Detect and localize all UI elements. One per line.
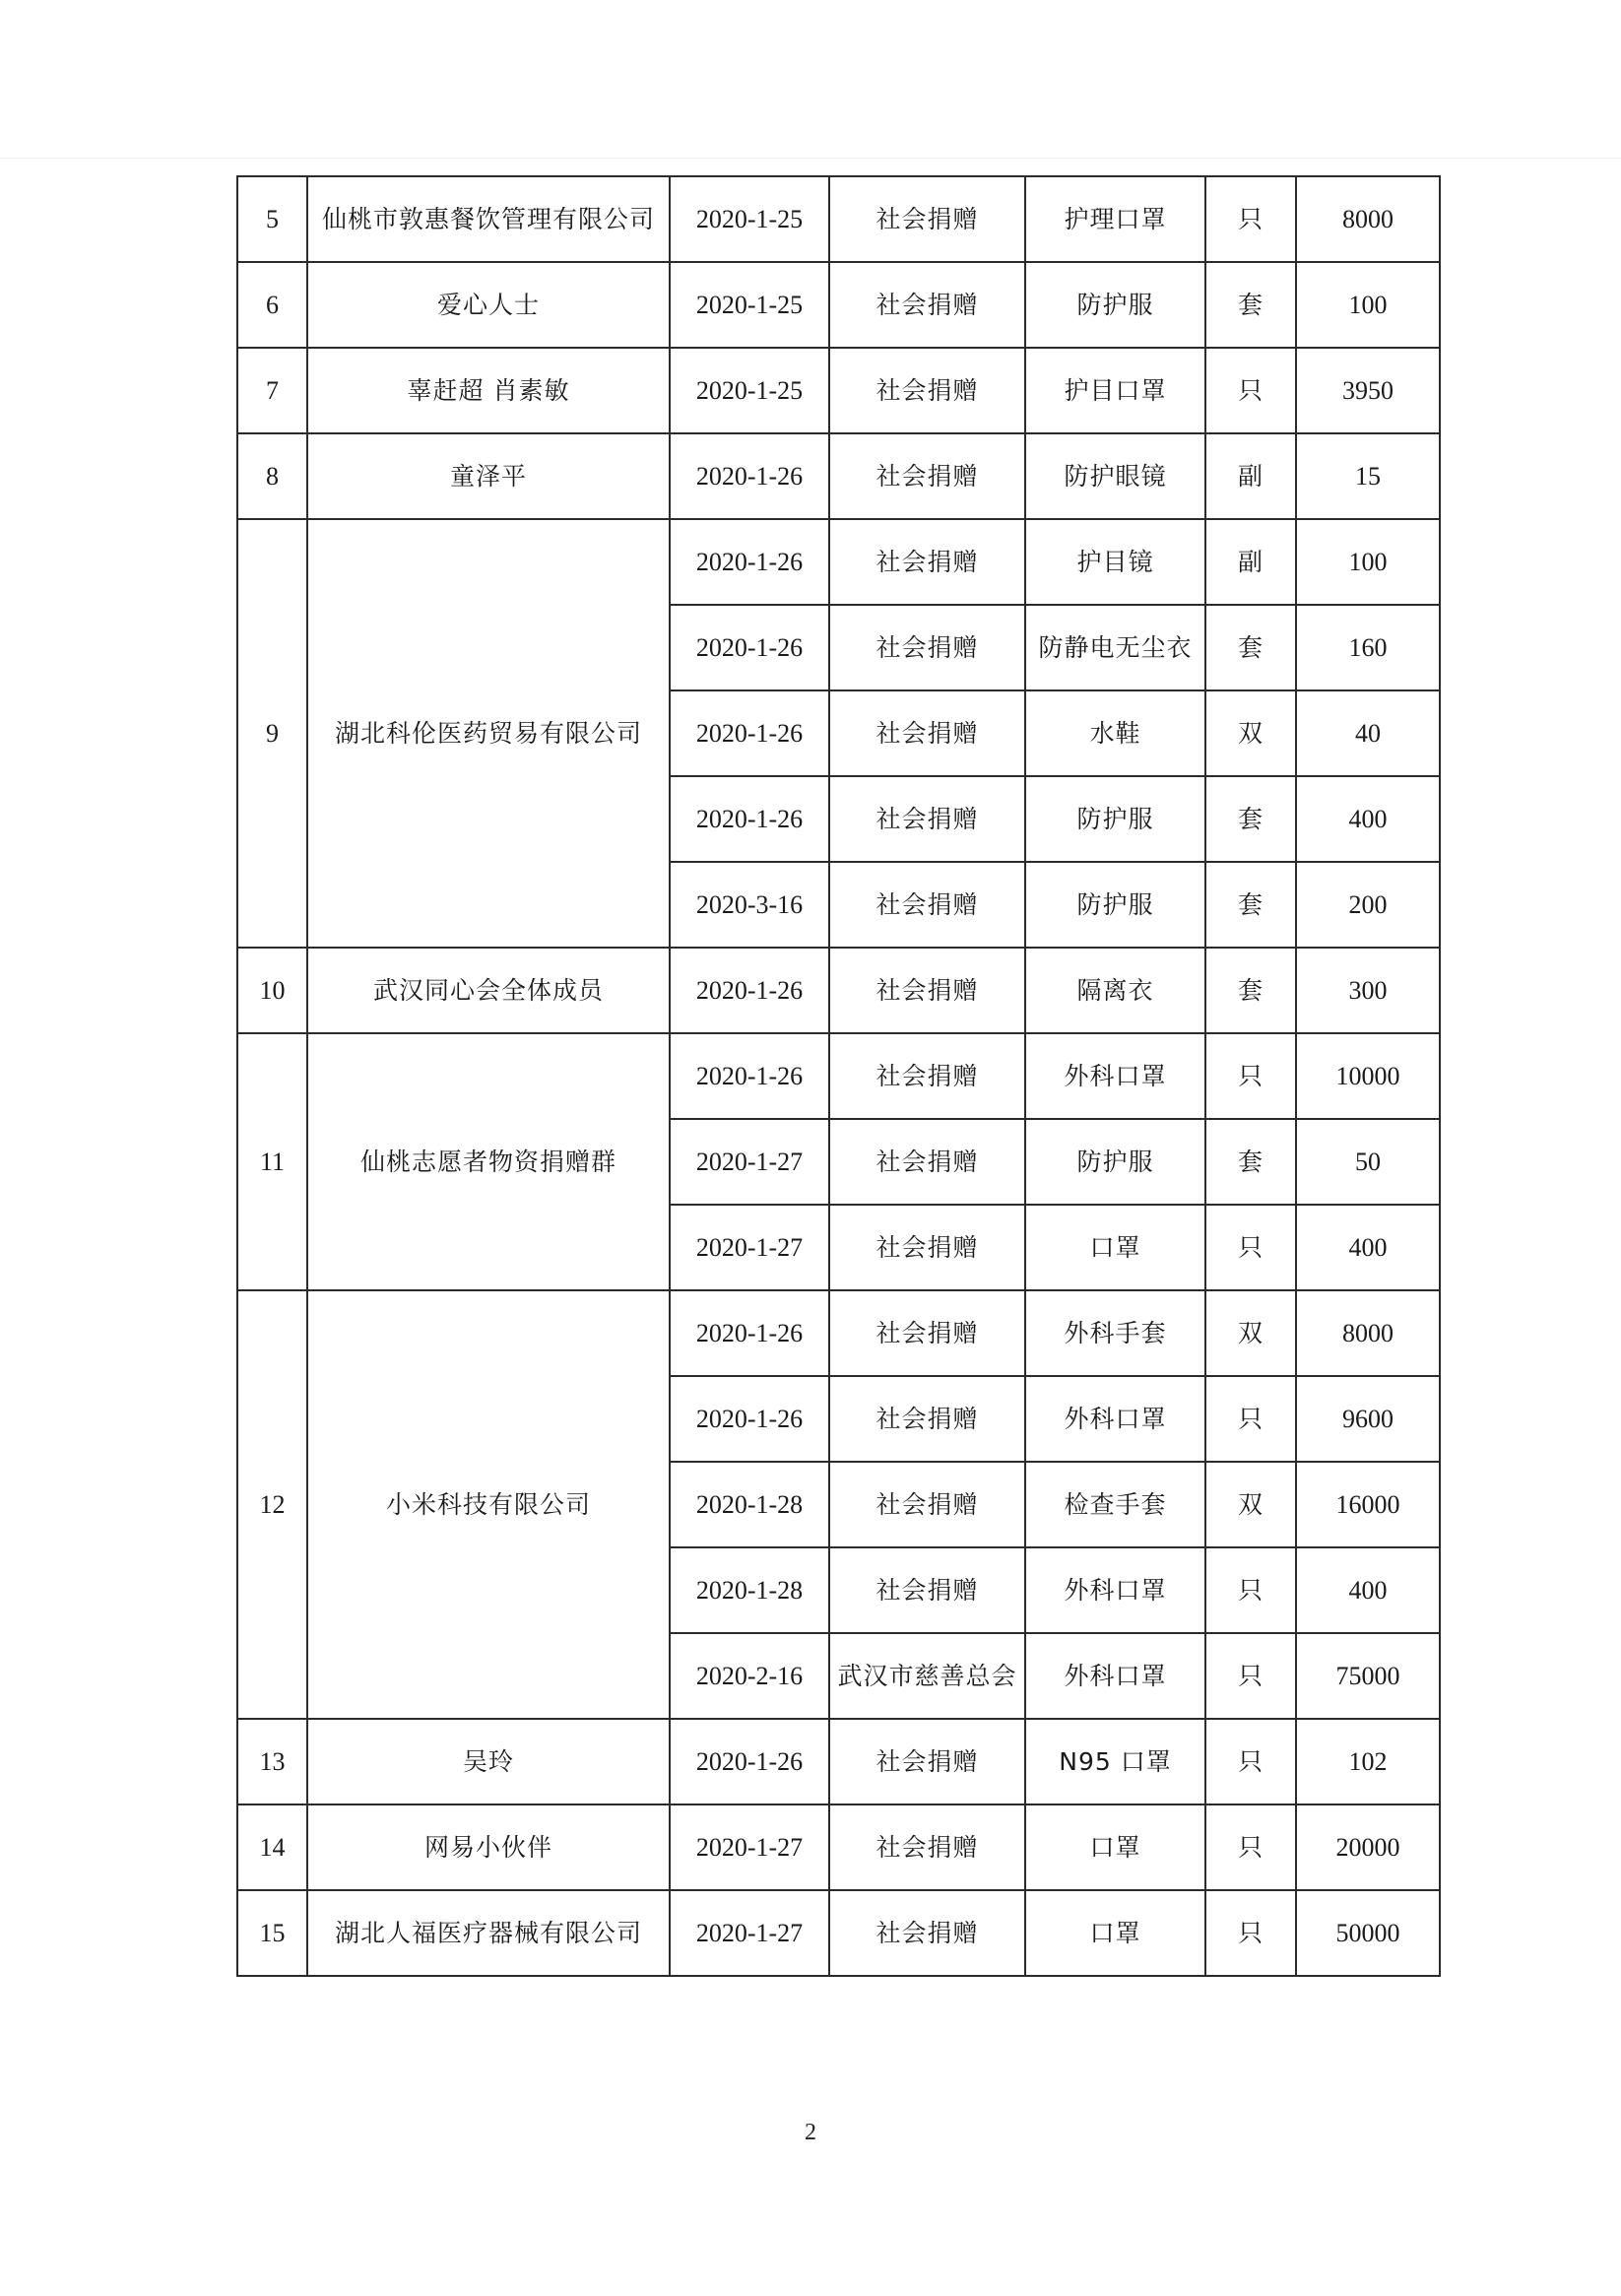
donation-date: 2020-1-27 <box>670 1804 829 1890</box>
donated-item: 隔离衣 <box>1025 948 1205 1033</box>
item-quantity: 400 <box>1296 1205 1440 1290</box>
donor-name: 武汉同心会全体成员 <box>307 948 670 1033</box>
table-row <box>237 433 1440 519</box>
donation-date: 2020-1-28 <box>670 1547 829 1633</box>
donation-channel: 社会捐赠 <box>829 862 1025 948</box>
donation-channel: 社会捐赠 <box>829 690 1025 776</box>
item-unit: 副 <box>1205 519 1296 605</box>
table-row <box>237 519 1440 605</box>
donor-name: 湖北科伦医药贸易有限公司 <box>307 519 670 948</box>
item-quantity: 16000 <box>1296 1462 1440 1547</box>
donation-date: 2020-1-27 <box>670 1890 829 1976</box>
donated-item: 防护服 <box>1025 262 1205 348</box>
donation-channel: 社会捐赠 <box>829 1804 1025 1890</box>
donation-channel: 社会捐赠 <box>829 519 1025 605</box>
item-unit: 套 <box>1205 948 1296 1033</box>
item-quantity: 400 <box>1296 776 1440 862</box>
item-quantity: 300 <box>1296 948 1440 1033</box>
donation-channel: 社会捐赠 <box>829 605 1025 690</box>
page-top-line <box>0 158 1621 159</box>
item-quantity: 8000 <box>1296 1290 1440 1376</box>
table-row <box>237 348 1440 433</box>
donated-item: 口罩 <box>1025 1890 1205 1976</box>
donation-channel: 社会捐赠 <box>829 348 1025 433</box>
item-unit: 只 <box>1205 1804 1296 1890</box>
donor-name: 仙桃市敦惠餐饮管理有限公司 <box>307 176 670 262</box>
table-row <box>237 1290 1440 1376</box>
item-unit: 双 <box>1205 1290 1296 1376</box>
item-quantity: 15 <box>1296 433 1440 519</box>
item-quantity: 20000 <box>1296 1804 1440 1890</box>
donated-item: 护目镜 <box>1025 519 1205 605</box>
donation-date: 2020-3-16 <box>670 862 829 948</box>
donation-date: 2020-1-26 <box>670 605 829 690</box>
donation-date: 2020-1-26 <box>670 1719 829 1804</box>
item-quantity: 75000 <box>1296 1633 1440 1719</box>
item-unit: 只 <box>1205 348 1296 433</box>
item-unit: 套 <box>1205 776 1296 862</box>
donated-item: 防护服 <box>1025 1119 1205 1205</box>
item-quantity: 50 <box>1296 1119 1440 1205</box>
donation-channel: 社会捐赠 <box>829 1890 1025 1976</box>
table-body <box>237 176 1440 1976</box>
donated-item: 外科手套 <box>1025 1290 1205 1376</box>
donated-item: 防护服 <box>1025 862 1205 948</box>
donated-item: 护目口罩 <box>1025 348 1205 433</box>
item-unit: 套 <box>1205 862 1296 948</box>
donation-date: 2020-1-27 <box>670 1205 829 1290</box>
donation-date: 2020-1-26 <box>670 1033 829 1119</box>
donated-item: 口罩 <box>1025 1804 1205 1890</box>
entry-number: 13 <box>237 1719 307 1804</box>
donation-date: 2020-1-26 <box>670 776 829 862</box>
entry-number: 8 <box>237 433 307 519</box>
table-row <box>237 948 1440 1033</box>
donated-item: 口罩 <box>1025 1205 1205 1290</box>
donor-name: 仙桃志愿者物资捐赠群 <box>307 1033 670 1290</box>
donor-name: 网易小伙伴 <box>307 1804 670 1890</box>
donation-table <box>236 175 1441 1977</box>
donor-name: 童泽平 <box>307 433 670 519</box>
entry-number: 9 <box>237 519 307 948</box>
table-row <box>237 176 1440 262</box>
item-quantity: 102 <box>1296 1719 1440 1804</box>
donated-item: 水鞋 <box>1025 690 1205 776</box>
item-unit: 双 <box>1205 1462 1296 1547</box>
donated-item: 外科口罩 <box>1025 1633 1205 1719</box>
table-row <box>237 1719 1440 1804</box>
donation-channel: 社会捐赠 <box>829 1290 1025 1376</box>
donation-date: 2020-1-28 <box>670 1462 829 1547</box>
donated-item: 防静电无尘衣 <box>1025 605 1205 690</box>
donation-date: 2020-1-26 <box>670 433 829 519</box>
item-quantity: 10000 <box>1296 1033 1440 1119</box>
entry-number: 11 <box>237 1033 307 1290</box>
table-row <box>237 1804 1440 1890</box>
entry-number: 14 <box>237 1804 307 1890</box>
donated-item: 外科口罩 <box>1025 1376 1205 1462</box>
donation-date: 2020-1-25 <box>670 176 829 262</box>
donation-channel: 社会捐赠 <box>829 1033 1025 1119</box>
donation-channel: 社会捐赠 <box>829 433 1025 519</box>
table-row <box>237 1033 1440 1119</box>
item-unit: 套 <box>1205 262 1296 348</box>
entry-number: 6 <box>237 262 307 348</box>
donation-channel: 武汉市慈善总会 <box>829 1633 1025 1719</box>
table-row <box>237 262 1440 348</box>
item-quantity: 100 <box>1296 262 1440 348</box>
item-quantity: 160 <box>1296 605 1440 690</box>
item-unit: 只 <box>1205 1633 1296 1719</box>
entry-number: 12 <box>237 1290 307 1719</box>
entry-number: 5 <box>237 176 307 262</box>
donation-channel: 社会捐赠 <box>829 262 1025 348</box>
donation-date: 2020-1-26 <box>670 1376 829 1462</box>
donor-name: 爱心人士 <box>307 262 670 348</box>
table-row <box>237 1890 1440 1976</box>
donated-item: 外科口罩 <box>1025 1033 1205 1119</box>
item-quantity: 50000 <box>1296 1890 1440 1976</box>
item-unit: 套 <box>1205 1119 1296 1205</box>
entry-number: 15 <box>237 1890 307 1976</box>
item-quantity: 40 <box>1296 690 1440 776</box>
donated-item: 护理口罩 <box>1025 176 1205 262</box>
donated-item: 防护眼镜 <box>1025 433 1205 519</box>
donation-date: 2020-1-26 <box>670 690 829 776</box>
donor-name: 吴玲 <box>307 1719 670 1804</box>
donation-channel: 社会捐赠 <box>829 1119 1025 1205</box>
item-unit: 只 <box>1205 1547 1296 1633</box>
donation-date: 2020-1-26 <box>670 948 829 1033</box>
item-unit: 只 <box>1205 1033 1296 1119</box>
item-quantity: 100 <box>1296 519 1440 605</box>
donated-item: 外科口罩 <box>1025 1547 1205 1633</box>
donation-channel: 社会捐赠 <box>829 776 1025 862</box>
item-unit: 只 <box>1205 1205 1296 1290</box>
item-quantity: 400 <box>1296 1547 1440 1633</box>
donor-name: 湖北人福医疗器械有限公司 <box>307 1890 670 1976</box>
item-quantity: 3950 <box>1296 348 1440 433</box>
item-unit: 只 <box>1205 176 1296 262</box>
item-unit: 套 <box>1205 605 1296 690</box>
donation-date: 2020-1-26 <box>670 519 829 605</box>
entry-number: 7 <box>237 348 307 433</box>
item-unit: 只 <box>1205 1890 1296 1976</box>
donated-item: N95 口罩 <box>1025 1719 1205 1804</box>
donor-name: 辜赶超 肖素敏 <box>307 348 670 433</box>
donation-date: 2020-1-27 <box>670 1119 829 1205</box>
donated-item: 防护服 <box>1025 776 1205 862</box>
donated-item: 检查手套 <box>1025 1462 1205 1547</box>
item-unit: 只 <box>1205 1719 1296 1804</box>
donation-channel: 社会捐赠 <box>829 948 1025 1033</box>
donation-channel: 社会捐赠 <box>829 1547 1025 1633</box>
item-unit: 只 <box>1205 1376 1296 1462</box>
donation-channel: 社会捐赠 <box>829 1462 1025 1547</box>
page-number: 2 <box>805 2120 816 2145</box>
item-unit: 双 <box>1205 690 1296 776</box>
donation-channel: 社会捐赠 <box>829 1719 1025 1804</box>
donation-date: 2020-1-25 <box>670 262 829 348</box>
donation-date: 2020-1-25 <box>670 348 829 433</box>
donation-channel: 社会捐赠 <box>829 176 1025 262</box>
entry-number: 10 <box>237 948 307 1033</box>
donation-date: 2020-2-16 <box>670 1633 829 1719</box>
donor-name: 小米科技有限公司 <box>307 1290 670 1719</box>
donation-channel: 社会捐赠 <box>829 1376 1025 1462</box>
donation-date: 2020-1-26 <box>670 1290 829 1376</box>
donation-channel: 社会捐赠 <box>829 1205 1025 1290</box>
item-quantity: 9600 <box>1296 1376 1440 1462</box>
item-quantity: 200 <box>1296 862 1440 948</box>
item-quantity: 8000 <box>1296 176 1440 262</box>
item-unit: 副 <box>1205 433 1296 519</box>
